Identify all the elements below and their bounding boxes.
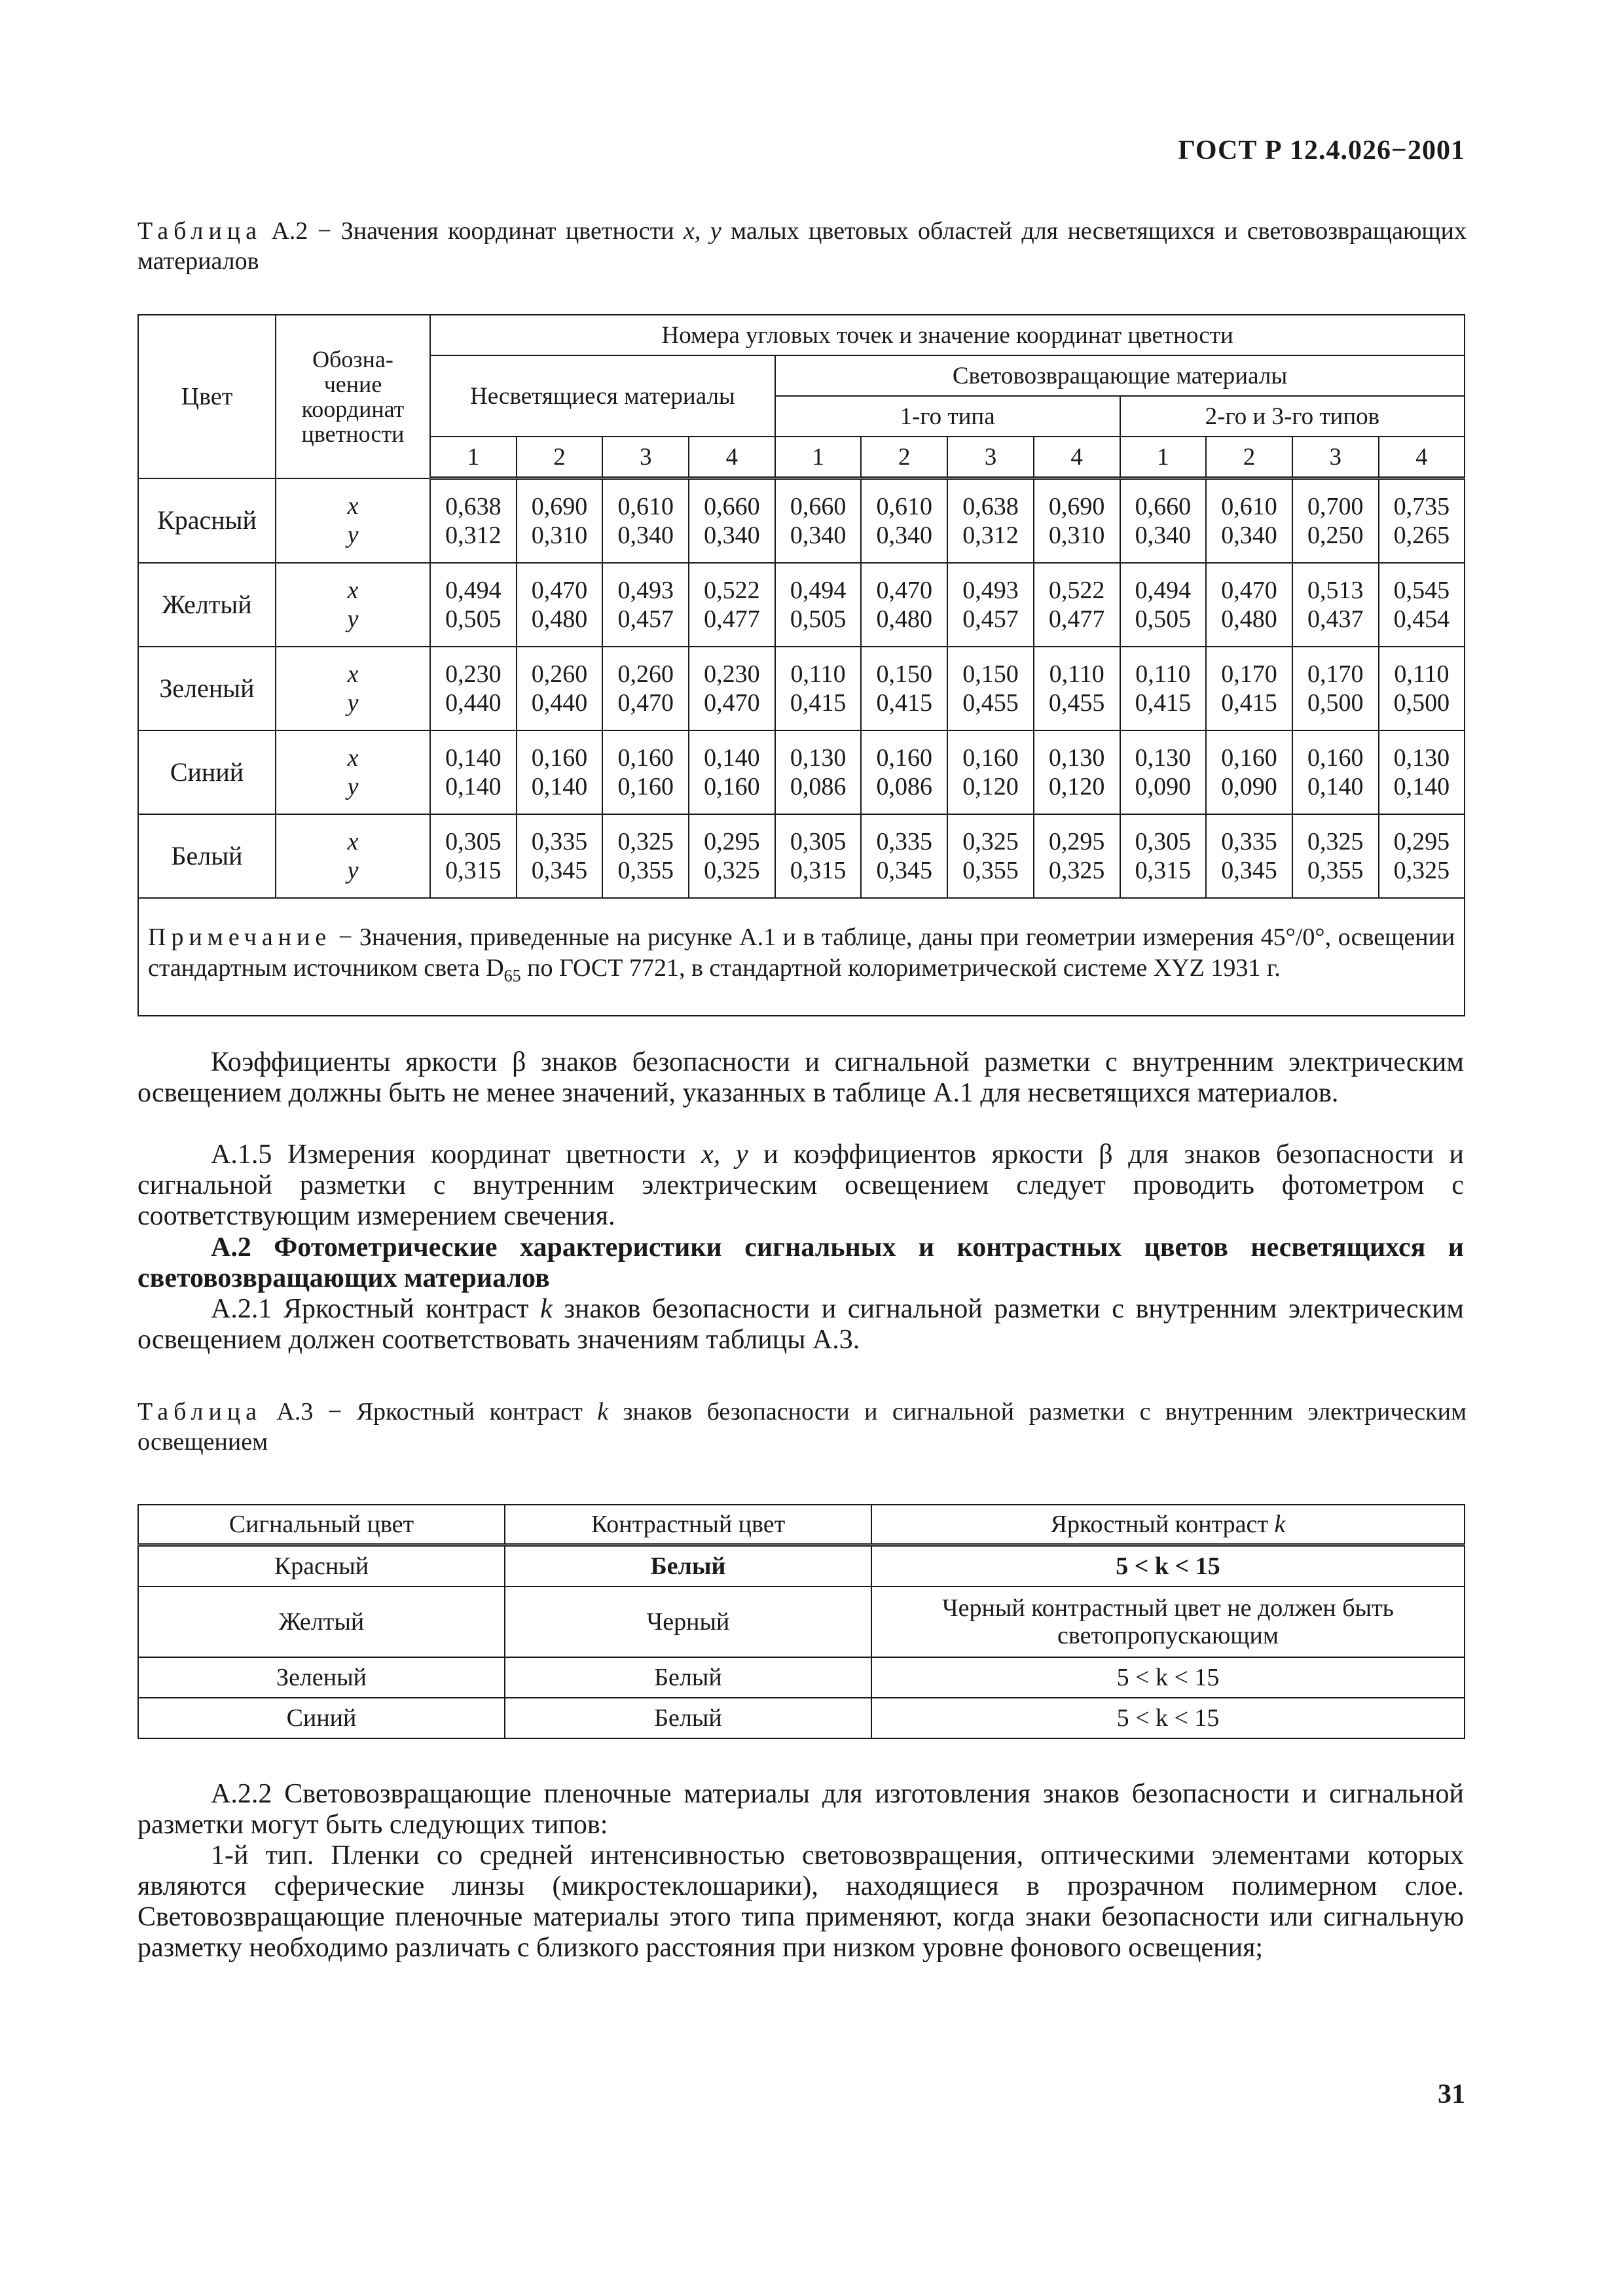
header-type23: 2-го и 3-го типов — [1120, 396, 1465, 437]
header-text: Яркостный контраст — [1050, 1511, 1275, 1538]
cell-coordinate-value: 0,170 0,415 — [1206, 647, 1292, 730]
cell-coordinate-value: 0,494 0,505 — [430, 563, 517, 647]
cell-coordinate-value: 0,494 0,505 — [775, 563, 862, 647]
cell-coordinate-value: 0,305 0,315 — [775, 814, 862, 898]
page-number: 31 — [1438, 2079, 1465, 2109]
header-point-number: 1 — [430, 437, 517, 478]
cell-coordinate-labels: x y — [276, 814, 430, 898]
paragraph-brightness — [137, 1047, 1464, 1109]
cell-coordinate-value: 0,160 0,160 — [602, 730, 689, 814]
cell-coordinate-value: 0,110 0,415 — [775, 647, 862, 730]
cell-contrast: Белый — [505, 1657, 871, 1698]
cell-coordinate-labels: x y — [276, 478, 430, 564]
caption-k: k — [597, 1398, 609, 1426]
cell-coordinate-value: 0,610 0,340 — [861, 478, 947, 564]
cell-value: 5 < k < 15 — [871, 1545, 1465, 1587]
cell-coordinate-value: 0,160 0,120 — [947, 730, 1034, 814]
cell-coordinate-value: 0,522 0,477 — [689, 563, 775, 647]
cell-signal: Желтый — [138, 1587, 505, 1657]
caption-label: Таблица — [137, 1398, 263, 1426]
cell-coordinate-value: 0,735 0,265 — [1379, 478, 1465, 564]
cell-coordinate-value: 0,110 0,455 — [1034, 647, 1120, 730]
table-row — [138, 1698, 1465, 1738]
cell-coordinate-value: 0,160 0,140 — [517, 730, 603, 814]
cell-coordinate-value: 0,690 0,310 — [517, 478, 603, 564]
cell-signal: Красный — [138, 1545, 505, 1587]
caption-text: знаков безопасности и сигнальной разметки с внутренним электрическим освещением — [137, 1398, 1467, 1456]
note-text: − Значения, приведенные на рисунке А.1 и в таблице, даны при геометрии измерения 45°/0°, освещении стандартным источником света D — [148, 924, 1455, 982]
cell-coordinate-value: 0,470 0,480 — [1206, 563, 1292, 647]
header-designation: Обозна-чение координат цветности — [276, 315, 430, 478]
table-a3 — [137, 1504, 1465, 1739]
cell-coordinate-value: 0,610 0,340 — [1206, 478, 1292, 564]
cell-coordinate-value: 0,260 0,470 — [602, 647, 689, 730]
cell-coordinate-labels: x y — [276, 647, 430, 730]
header-luminance-contrast — [871, 1505, 1465, 1545]
cell-coordinate-value: 0,130 0,140 — [1379, 730, 1465, 814]
cell-contrast: Белый — [505, 1698, 871, 1738]
cell-coordinate-value: 0,160 0,086 — [861, 730, 947, 814]
cell-coordinate-value: 0,110 0,415 — [1120, 647, 1207, 730]
header-point-number: 4 — [1034, 437, 1120, 478]
cell-color-name: Желтый — [138, 563, 276, 647]
cell-value: 5 < k < 15 — [871, 1657, 1465, 1698]
cell-coordinate-value: 0,230 0,470 — [689, 647, 775, 730]
table-row — [138, 730, 1465, 814]
cell-coordinate-value: 0,170 0,500 — [1292, 647, 1379, 730]
paragraph-text: знаков безопасности и сигнальной разметки с внутренним электрическим освещением должен соответствовать значениям таблицы А.3. — [137, 1294, 1464, 1355]
cell-color-name: Белый — [138, 814, 276, 898]
table-row — [138, 1545, 1465, 1587]
header-point-number: 1 — [775, 437, 862, 478]
header-point-number: 4 — [689, 437, 775, 478]
table-a3-caption — [137, 1397, 1467, 1457]
paragraph-text: 1-й тип. Пленки со средней интенсивностью световозвращения, оптическими элементами которых являются сферические линзы (микростеклошарики), находящиеся в прозрачном полимерном слое. Световозвращающие пленочные материалы этого типа применяют, когда знаки безопасности или сигнальную разметку необходимо различать с близкого расстояния при низком уровне фонового освещения; — [137, 1840, 1464, 1963]
header-contrast-color: Контрастный цвет — [505, 1505, 871, 1545]
cell-coordinate-value: 0,140 0,140 — [430, 730, 517, 814]
table-row — [138, 647, 1465, 730]
cell-coordinate-value: 0,130 0,090 — [1120, 730, 1207, 814]
header-non-luminous: Несветящиеся материалы — [430, 355, 775, 437]
cell-coordinate-value: 0,700 0,250 — [1292, 478, 1379, 564]
cell-signal: Синий — [138, 1698, 505, 1738]
note-row — [138, 898, 1465, 1016]
table-row — [138, 1587, 1465, 1657]
cell-coordinate-value: 0,690 0,310 — [1034, 478, 1120, 564]
cell-coordinate-value: 0,110 0,500 — [1379, 647, 1465, 730]
cell-coordinate-value: 0,150 0,455 — [947, 647, 1034, 730]
header-signal-color: Сигнальный цвет — [138, 1505, 505, 1545]
table-row — [138, 478, 1465, 564]
cell-contrast: Белый — [505, 1545, 871, 1587]
cell-coordinate-value: 0,305 0,315 — [1120, 814, 1207, 898]
paragraph-text: А.2.2 Световозвращающие пленочные материалы для изготовления знаков безопасности и сигнальной разметки могут быть следующих типов: — [137, 1779, 1464, 1840]
header-point-number: 2 — [861, 437, 947, 478]
cell-color-name: Синий — [138, 730, 276, 814]
header-k: k — [1274, 1511, 1286, 1538]
paragraph-k: k — [540, 1294, 553, 1324]
cell-coordinate-value: 0,295 0,325 — [1379, 814, 1465, 898]
cell-coordinate-labels: x y — [276, 730, 430, 814]
paragraph-a15 — [137, 1139, 1464, 1232]
cell-coordinate-value: 0,325 0,355 — [602, 814, 689, 898]
table-note — [138, 898, 1465, 1016]
paragraph-a22 — [137, 1779, 1464, 1840]
cell-color-name: Зеленый — [138, 647, 276, 730]
header-point-number: 3 — [1292, 437, 1379, 478]
header-color: Цвет — [138, 315, 276, 478]
paragraph-text: А.2.1 Яркостный контраст — [211, 1294, 541, 1324]
cell-color-name: Красный — [138, 478, 276, 564]
section-heading-a2 — [137, 1232, 1464, 1294]
cell-contrast: Черный — [505, 1587, 871, 1657]
cell-coordinate-value: 0,160 0,090 — [1206, 730, 1292, 814]
cell-coordinate-value: 0,513 0,437 — [1292, 563, 1379, 647]
cell-coordinate-value: 0,470 0,480 — [861, 563, 947, 647]
paragraph-coords: x, y — [701, 1139, 748, 1170]
paragraph-type1 — [137, 1840, 1464, 1964]
header-retroreflective: Световозвращающие материалы — [775, 355, 1465, 396]
header-group: Номера угловых точек и значение координат цветности — [430, 315, 1465, 355]
header-point-number: 3 — [602, 437, 689, 478]
cell-coordinate-value: 0,522 0,477 — [1034, 563, 1120, 647]
cell-coordinate-value: 0,610 0,340 — [602, 478, 689, 564]
caption-text: А.3 − Яркостный контраст — [262, 1398, 598, 1426]
document-id: ГОСТ Р 12.4.026−2001 — [1178, 135, 1465, 166]
header-point-number: 2 — [1206, 437, 1292, 478]
section-heading-text: А.2 Фотометрические характеристики сигнальных и контрастных цветов несветящихся и световозвращающих материалов — [137, 1232, 1464, 1293]
cell-signal: Зеленый — [138, 1657, 505, 1698]
cell-coordinate-value: 0,660 0,340 — [1120, 478, 1207, 564]
cell-coordinate-value: 0,638 0,312 — [430, 478, 517, 564]
cell-coordinate-value: 0,160 0,140 — [1292, 730, 1379, 814]
cell-coordinate-value: 0,470 0,480 — [517, 563, 603, 647]
caption-coords: x, y — [684, 217, 721, 245]
note-text: по ГОСТ 7721, в стандартной колориметрической системе XYZ 1931 г. — [520, 954, 1281, 982]
table-a2 — [137, 314, 1465, 1016]
cell-coordinate-value: 0,545 0,454 — [1379, 563, 1465, 647]
table-row — [138, 1657, 1465, 1698]
cell-coordinate-value: 0,660 0,340 — [689, 478, 775, 564]
paragraph-text: Коэффициенты яркости β знаков безопасности и сигнальной разметки с внутренним электрическим освещением должны быть не менее значений, указанных в таблице А.1 для несветящихся материалов. — [137, 1047, 1464, 1108]
paragraph-a21 — [137, 1294, 1464, 1355]
cell-coordinate-value: 0,638 0,312 — [947, 478, 1034, 564]
cell-coordinate-value: 0,325 0,355 — [947, 814, 1034, 898]
cell-coordinate-value: 0,493 0,457 — [602, 563, 689, 647]
cell-coordinate-value: 0,295 0,325 — [689, 814, 775, 898]
paragraph-text: и коэффициентов яркости β для знаков безопасности и сигнальной разметки с внутренним электрическим освещением следует проводить фотометром с соответствующим измерением свечения. — [137, 1139, 1464, 1231]
cell-coordinate-value: 0,130 0,086 — [775, 730, 862, 814]
table-row — [138, 563, 1465, 647]
cell-coordinate-value: 0,305 0,315 — [430, 814, 517, 898]
cell-coordinate-value: 0,230 0,440 — [430, 647, 517, 730]
cell-coordinate-value: 0,660 0,340 — [775, 478, 862, 564]
cell-value: 5 < k < 15 — [871, 1698, 1465, 1738]
cell-coordinate-value: 0,140 0,160 — [689, 730, 775, 814]
caption-label: Таблица — [137, 217, 263, 245]
cell-coordinate-value: 0,325 0,355 — [1292, 814, 1379, 898]
cell-coordinate-labels: x y — [276, 563, 430, 647]
header-type1: 1-го типа — [775, 396, 1120, 437]
caption-text: малых цветовых областей для несветящихся и световозвращающих материалов — [137, 217, 1467, 275]
table-row — [138, 814, 1465, 898]
caption-text: А.2 − Значения координат цветности — [262, 217, 684, 245]
cell-coordinate-value: 0,494 0,505 — [1120, 563, 1207, 647]
cell-coordinate-value: 0,493 0,457 — [947, 563, 1034, 647]
table-a2-caption — [137, 216, 1467, 276]
cell-coordinate-value: 0,130 0,120 — [1034, 730, 1120, 814]
header-point-number: 2 — [517, 437, 603, 478]
note-label: Примечание — [148, 924, 332, 952]
paragraph-text: А.1.5 Измерения координат цветности — [211, 1139, 702, 1170]
cell-coordinate-value: 0,335 0,345 — [517, 814, 603, 898]
note-subscript: 65 — [503, 966, 521, 986]
header-point-number: 1 — [1120, 437, 1207, 478]
cell-coordinate-value: 0,335 0,345 — [1206, 814, 1292, 898]
header-point-number: 3 — [947, 437, 1034, 478]
cell-value: Черный контрастный цвет не должен быть светопропускающим — [871, 1587, 1465, 1657]
cell-coordinate-value: 0,150 0,415 — [861, 647, 947, 730]
cell-coordinate-value: 0,260 0,440 — [517, 647, 603, 730]
header-point-number: 4 — [1379, 437, 1465, 478]
cell-coordinate-value: 0,295 0,325 — [1034, 814, 1120, 898]
cell-coordinate-value: 0,335 0,345 — [861, 814, 947, 898]
